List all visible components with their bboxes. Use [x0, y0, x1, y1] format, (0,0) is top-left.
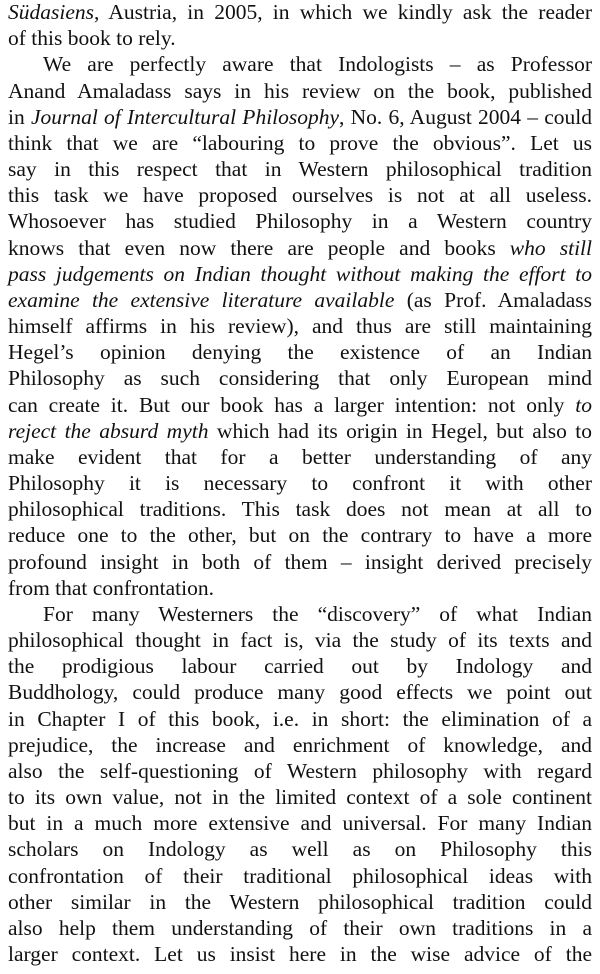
text-run: profound insight in both of them – insight derived precisely: [8, 549, 592, 574]
italic-text: reject the absurd myth: [8, 418, 209, 443]
text-run: to its own value, not in the limited context of a sole continent: [8, 785, 592, 809]
text-run: also help them understanding of their own traditions in a: [8, 915, 592, 940]
text-run: Philosophy it is necessary to confront it with other: [8, 471, 592, 495]
text-run: Whosoever has studied Philosophy in a Western country: [8, 209, 592, 234]
text-run: Anand Amaladass says in his review on the book, published: [8, 78, 592, 103]
text-run: , Austria, in 2005, in which we kindly ask the reader: [94, 0, 592, 24]
italic-text: Journal of Intercultural Philosophy: [30, 104, 340, 129]
text-run: other similar in the Western philosophical tradition could: [8, 889, 592, 914]
text-run: , No. 6, August 2004 – could: [339, 104, 592, 129]
text-run: For many Westerners the “discovery” of what Indian: [43, 601, 592, 626]
text-run: can create it. But our book has a larger intention: not only: [8, 392, 576, 417]
text-run: knows that even now there are people and books: [8, 235, 510, 260]
italic-text: Südasiens: [8, 0, 94, 24]
text-run: think that we are “labouring to prove the obvious”. Let us: [8, 130, 592, 155]
text-run: but in a much more extensive and universal. For many Indian: [8, 811, 592, 836]
text-run: philosophical thought in fact is, via the study of its texts and: [8, 628, 592, 652]
text-run: himself affirms in his review), and thus are still maintaining: [8, 314, 592, 338]
text-run: Buddhology, could produce many good effects we point out: [8, 680, 592, 705]
text-run: reduce one to the other, but on the contrary to have a more: [8, 523, 592, 548]
text-run: prejudice, the increase and enrichment of knowledge, and: [8, 732, 592, 757]
text-line: [0, 938, 600, 970]
text-run: in Chapter I of this book, i.e. in short: the elimination of a: [8, 706, 592, 731]
text-run: this task we have proposed ourselves is not at all useless.: [8, 183, 592, 208]
italic-text: to: [575, 392, 592, 417]
text-run: philosophical traditions. This task does not mean at all to: [8, 497, 592, 522]
text-run: scholars on Indology as well as on Philosophy this: [8, 837, 592, 862]
text-run: We are perfectly aware that Indologists – as Professor: [43, 52, 592, 77]
text-run: in: [8, 104, 31, 129]
italic-text: who still: [509, 235, 592, 260]
text-run: also the self-questioning of Western philosophy with regard: [8, 758, 592, 783]
text-run: Philosophy as such considering that only European mind: [8, 366, 592, 391]
italic-text: examine the extensive literature available: [8, 287, 395, 312]
text-run: make evident that for a better understanding of any: [8, 444, 592, 469]
text-run: which had its origin in Hegel, but also to: [208, 418, 592, 443]
text-run: the prodigious labour carried out by Indology and: [8, 654, 592, 679]
text-run: confrontation of their traditional philosophical ideas with: [8, 863, 592, 888]
text-run: Hegel’s opinion denying the existence of an Indian: [8, 340, 592, 365]
italic-text: pass judgements on Indian thought without making the effort to: [8, 261, 592, 286]
text-run: say in this respect that in Western philosophical tradition: [8, 157, 592, 181]
text-run: of this book to rely.: [8, 26, 176, 51]
text-run: from that confrontation.: [8, 575, 214, 600]
text-run: larger context. Let us insist here in the wise advice of the: [8, 942, 592, 966]
text-run: (as Prof. Amaladass: [394, 287, 592, 312]
